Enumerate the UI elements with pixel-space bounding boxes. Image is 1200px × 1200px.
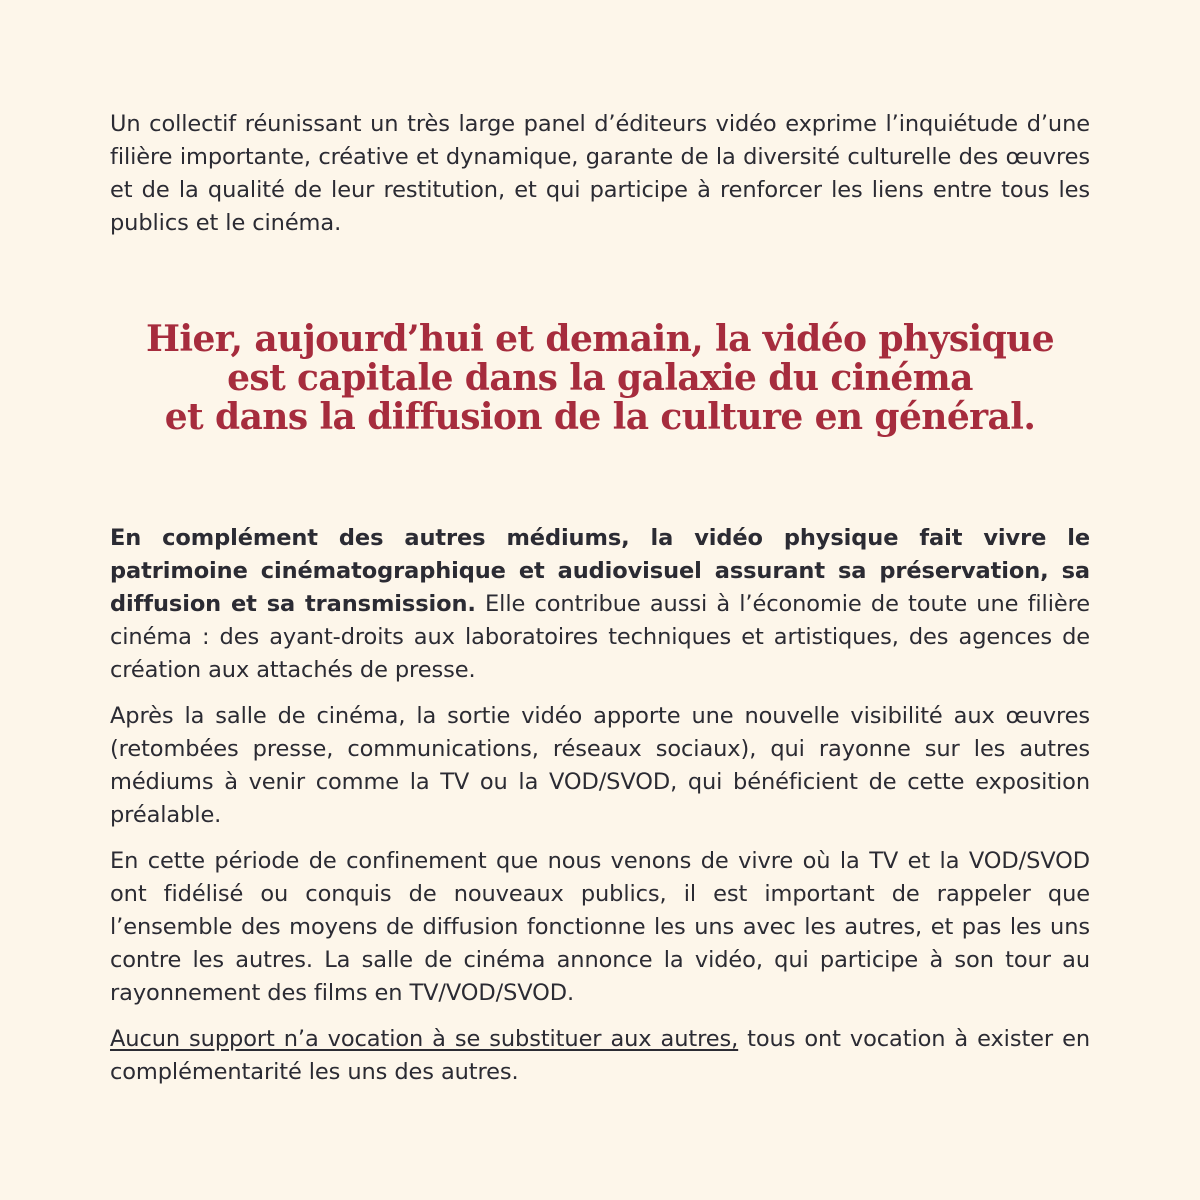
paragraph-1-bold: En complément des autres médiums, la vidéo physique fait vivre le patrimoine cinématographique et audiovisuel assurant sa préservation, sa diffusion et sa transmission. <box>110 525 1090 617</box>
paragraph-4-underlined: Aucun support n’a vocation à se substituer aux autres, <box>110 1026 739 1052</box>
body-text <box>110 522 1090 1089</box>
headline-line-3: et dans la diffusion de la culture en général. <box>164 396 1036 438</box>
paragraph-1 <box>110 522 1090 687</box>
paragraph-3: En cette période de confinement que nous venons de vivre où la TV et la VOD/SVOD ont fidélisé ou conquis de nouveaux publics, il est important de rappeler que l’ensemble des moyens de diffusion fonctionne les uns avec les autres, et pas les uns contre les autres. La salle de cinéma annonce la vidéo, qui participe à son tour au rayonnement des films en TV/VOD/SVOD. <box>110 848 1090 1006</box>
headline <box>110 320 1090 437</box>
headline-line-2: est capitale dans la galaxie du cinéma <box>227 357 973 399</box>
paragraph-4-rest: tous ont vocation à exister en complémentarité les uns des autres. <box>110 1026 1090 1085</box>
intro-paragraph: Un collectif réunissant un très large panel d’éditeurs vidéo exprime l’inquiétude d’une filière importante, créative et dynamique, garante de la diversité culturelle des œuvres et de la qualité de leur restitution, et qui participe à renforcer les liens entre tous les publics et le cinéma. <box>110 111 1090 236</box>
paragraph-2: Après la salle de cinéma, la sortie vidéo apporte une nouvelle visibilité aux œuvres (retombées presse, communications, réseaux sociaux), qui rayonne sur les autres médiums à venir comme la TV ou la VOD/SVOD, qui bénéficient de cette exposition préalable. <box>110 703 1090 828</box>
headline-line-1: Hier, aujourd’hui et demain, la vidéo physique <box>145 318 1055 360</box>
paragraph-4 <box>110 1023 1090 1089</box>
paragraph-1-rest: Elle contribue aussi à l’économie de toute une filière cinéma : des ayant-droits aux laboratoires techniques et artistiques, des agences de création aux attachés de presse. <box>110 591 1090 683</box>
